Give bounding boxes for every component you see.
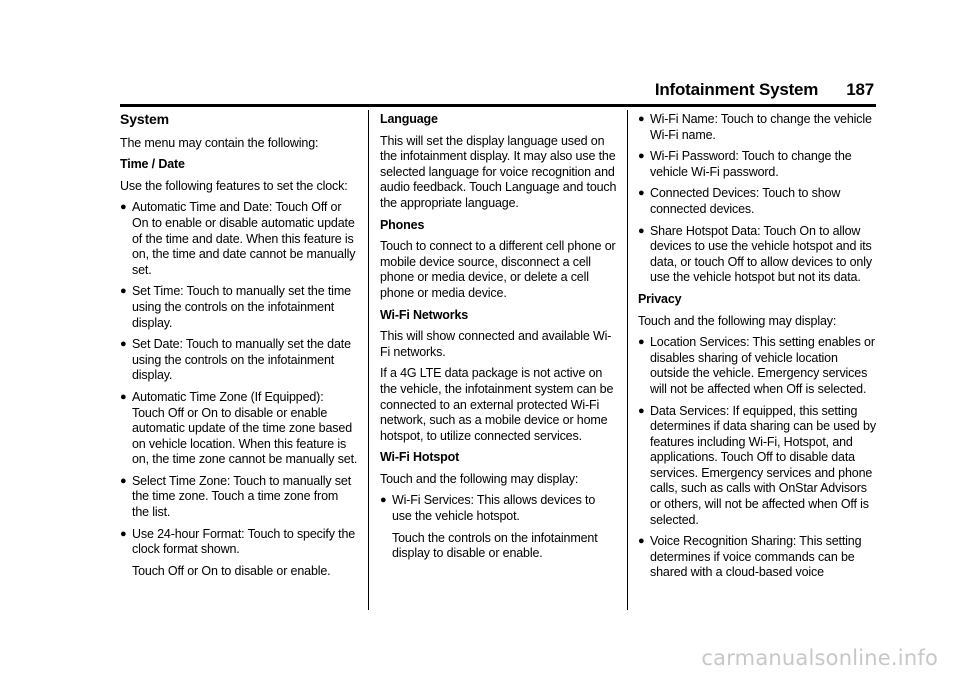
header-rule xyxy=(120,104,876,107)
time-date-list xyxy=(120,200,358,557)
page-number: 187 xyxy=(846,80,874,99)
bullet-icon: ● xyxy=(638,113,645,125)
bullet-icon: ● xyxy=(638,535,645,548)
phones-heading: Phones xyxy=(380,217,425,232)
bullet-icon: ● xyxy=(638,187,645,200)
format-note: Touch Off or On to disable or enable. xyxy=(132,563,331,578)
language-heading: Language xyxy=(380,112,438,126)
time-date-heading: Time / Date xyxy=(120,157,185,172)
bullet-icon: ● xyxy=(638,150,645,163)
section-title: System xyxy=(120,111,169,127)
list-item: ● Connected Devices: Touch to show connected devices. xyxy=(638,186,841,216)
privacy-intro: Touch and the following may display: xyxy=(638,313,837,328)
bullet-icon: ● xyxy=(638,224,645,237)
list-item: ● Use 24-hour Format: Touch to specify the clock format shown. xyxy=(120,526,356,557)
list-item: ● Location Services: This setting enables or disables sharing of vehicle location outside the vehicle. Emergency services will not be affected when Off is selected. xyxy=(638,335,875,396)
bullet-icon: ● xyxy=(120,201,127,214)
bullet-icon: ● xyxy=(120,390,127,403)
wifi-networks-heading: Wi-Fi Networks xyxy=(380,307,469,322)
column-left xyxy=(120,112,358,585)
list-item: ● Voice Recognition Sharing: This setting determines if voice commands can be shared with a cloud-based voice xyxy=(638,534,862,580)
bullet-icon: ● xyxy=(120,338,127,351)
list-item: ● Automatic Time Zone (If Equipped): Touch Off or On to disable or enable automatic update of the time zone based on vehicle location. When this feature is on, the time zone cannot be manually set. xyxy=(120,389,358,467)
list-item: ● Wi-Fi Name: Touch to change the vehicle Wi-Fi name. xyxy=(638,112,872,142)
intro-text: The menu may contain the following: xyxy=(120,135,319,150)
list-item: ● Set Time: Touch to manually set the time using the controls on the infotainment display. xyxy=(120,284,351,330)
wifi-services-note: Touch the controls on the infotainment display to disable or enable. xyxy=(392,530,598,561)
wifi-hotspot-list xyxy=(380,493,618,524)
bullet-icon: ● xyxy=(638,336,645,349)
list-item: ● Wi-Fi Services: This allows devices to use the vehicle hotspot. xyxy=(380,493,596,524)
list-item: ● Automatic Time and Date: Touch Off or On to enable or disable automatic update of the time and date. When this feature is on, the time and date cannot be manually set. xyxy=(120,200,356,277)
column-right xyxy=(638,112,876,587)
list-item: ● Select Time Zone: Touch to manually set the time zone. Touch a time zone from the list. xyxy=(120,473,352,520)
column-middle xyxy=(380,112,618,568)
time-date-intro: Use the following features to set the clock: xyxy=(120,178,348,193)
bullet-icon: ● xyxy=(638,404,645,417)
phones-text: Touch to connect to a different cell phone or mobile device source, disconnect a cell phone or media device, or delete a cell phone or media device. xyxy=(380,239,616,300)
bullet-icon: ● xyxy=(380,494,387,507)
bullet-icon: ● xyxy=(120,474,127,487)
list-item: ● Wi-Fi Password: Touch to change the vehicle Wi-Fi password. xyxy=(638,149,852,179)
list-item: ● Data Services: If equipped, this setting determines if data sharing can be used by features including Wi-Fi, Hotspot, and applications. Touch Off to disable data services. Emergency services and phone calls, such as calls with OnStar Advisors or others, will not be affected when Off is selected. xyxy=(638,403,876,527)
header-title: Infotainment System xyxy=(654,80,819,99)
watermark: carmanualsonline.info xyxy=(701,646,938,670)
privacy-heading: Privacy xyxy=(638,291,682,306)
language-text: This will set the display language used on the infotainment display. It may also use the selected language for voice recognition and audio feedback. Touch Language and touch the appropriate language. xyxy=(380,133,617,210)
bullet-icon: ● xyxy=(120,285,127,298)
column-divider xyxy=(368,110,369,610)
page-header xyxy=(655,80,874,100)
wifi-hotspot-intro: Touch and the following may display: xyxy=(380,471,579,486)
wifi-networks-text-2: If a 4G LTE data package is not active on the vehicle, the infotainment system can be connected to an external protected Wi-Fi network, such as a mobile device or home hotspot, to utilize connected services. xyxy=(380,366,614,443)
column-divider xyxy=(627,110,628,610)
list-item: ● Share Hotspot Data: Touch On to allow devices to use the vehicle hotspot and its data, or touch Off to allow devices to only use the vehicle hotspot but not its data. xyxy=(638,223,872,285)
hotspot-list-continued xyxy=(638,112,876,286)
list-item: ● Set Date: Touch to manually set the date using the controls on the infotainment display. xyxy=(120,337,351,383)
wifi-hotspot-heading: Wi-Fi Hotspot xyxy=(380,450,460,465)
wifi-networks-text: This will show connected and available Wi-Fi networks. xyxy=(380,329,612,359)
bullet-icon: ● xyxy=(120,527,127,540)
privacy-list xyxy=(638,335,876,581)
